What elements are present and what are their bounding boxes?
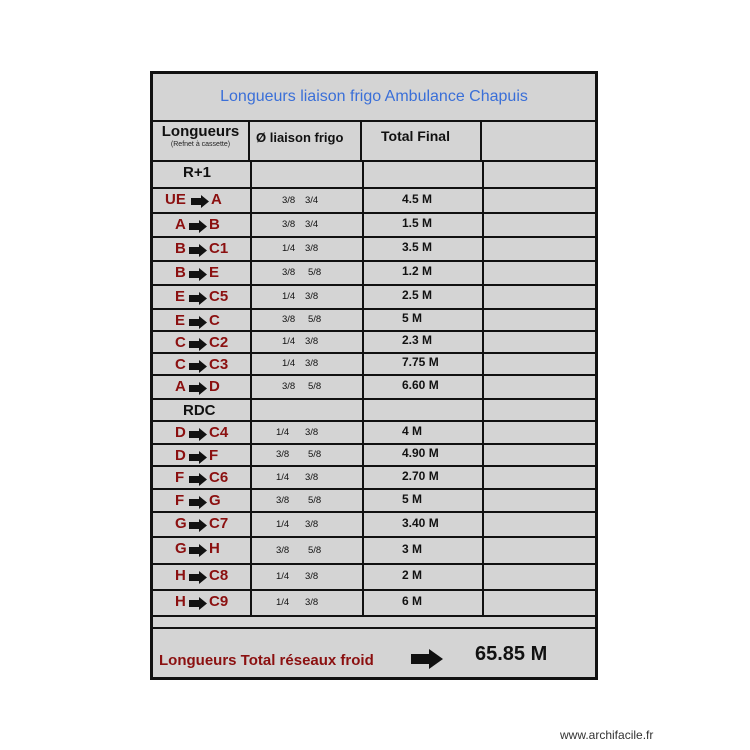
segment-from: UE — [165, 191, 186, 208]
diameter-gas: 3/8 — [305, 571, 319, 582]
arrow-right-icon — [189, 382, 207, 395]
total-value: 6.60 M — [402, 378, 439, 392]
diameter-cell — [250, 445, 362, 465]
diameter-gas: 5/8 — [308, 449, 322, 460]
empty-cell — [482, 262, 595, 284]
segment-from: A — [175, 378, 186, 395]
diameter-cell — [250, 310, 362, 330]
total-value: 3.40 M — [402, 516, 439, 530]
header-lengths-sub: (Refnet à cassette) — [170, 141, 231, 148]
segment-to: E — [209, 264, 220, 281]
diameter-liquid: 3/8 — [282, 267, 296, 278]
table-row — [153, 286, 595, 308]
empty-cell — [482, 538, 595, 563]
total-cell — [362, 214, 482, 236]
diameter-cell — [250, 565, 362, 589]
segment-to: C9 — [209, 593, 229, 610]
segment-cell — [153, 422, 250, 443]
empty-cell — [482, 189, 595, 212]
segment-to: B — [209, 216, 220, 233]
empty-cell — [482, 162, 595, 187]
table-row — [153, 445, 595, 465]
empty-cell — [482, 422, 595, 443]
empty-cell — [482, 467, 595, 488]
segment-cell — [153, 467, 250, 488]
diameter-liquid: 1/4 — [276, 472, 290, 483]
diameter-cell — [250, 422, 362, 443]
empty-cell — [482, 310, 595, 330]
diameter-cell — [250, 467, 362, 488]
total-value: 3.5 M — [402, 240, 433, 254]
diameter-liquid: 1/4 — [276, 427, 290, 438]
diameter-gas: 5/8 — [308, 314, 322, 325]
segment-from: H — [175, 567, 186, 584]
diameter-liquid: 3/8 — [282, 381, 296, 392]
empty-cell — [362, 162, 482, 187]
arrow-right-icon — [189, 360, 207, 373]
segment-to: H — [209, 540, 220, 557]
arrow-right-icon — [189, 473, 207, 486]
table-row — [153, 376, 595, 398]
table-row — [153, 513, 595, 536]
segment-from: D — [175, 447, 186, 464]
total-value: 1.5 M — [402, 216, 433, 230]
segment-cell — [153, 591, 250, 615]
total-cell — [362, 262, 482, 284]
diameter-gas: 5/8 — [308, 495, 322, 506]
segment-to: C5 — [209, 288, 229, 305]
empty-cell — [482, 445, 595, 465]
segment-cell — [153, 286, 250, 308]
empty-cell — [482, 238, 595, 260]
table-row — [153, 214, 595, 236]
arrow-right-icon — [189, 338, 207, 351]
segment-from: F — [175, 492, 185, 509]
empty-cell — [482, 214, 595, 236]
table-row — [153, 189, 595, 212]
section-row — [153, 162, 595, 187]
header-row — [153, 122, 595, 162]
empty-cell — [482, 376, 595, 398]
arrow-right-icon — [189, 496, 207, 509]
segment-to: C — [209, 312, 220, 329]
segment-from: A — [175, 216, 186, 233]
section-label: R+1 — [183, 164, 211, 181]
total-value: 7.75 M — [402, 355, 439, 369]
diameter-cell — [250, 262, 362, 284]
diameter-gas: 5/8 — [308, 267, 322, 278]
segment-cell — [153, 445, 250, 465]
segment-cell — [153, 354, 250, 374]
section-label-cell — [153, 400, 250, 420]
segment-to: C2 — [209, 334, 229, 351]
diameter-liquid: 3/8 — [282, 219, 296, 230]
arrow-right-icon — [189, 220, 207, 233]
arrow-right-icon — [189, 544, 207, 557]
diameter-liquid: 3/8 — [276, 545, 290, 556]
segment-to: F — [209, 447, 219, 464]
segment-to: A — [211, 191, 222, 208]
segment-cell — [153, 490, 250, 511]
title-row — [153, 74, 595, 122]
diameter-liquid: 1/4 — [276, 597, 290, 608]
diameter-gas: 5/8 — [308, 381, 322, 392]
header-diameter — [250, 122, 362, 160]
total-cell — [362, 189, 482, 212]
segment-cell — [153, 310, 250, 330]
total-cell — [362, 422, 482, 443]
empty-cell — [482, 513, 595, 536]
diameter-gas: 5/8 — [308, 545, 322, 556]
header-lengths-label: Longueurs — [161, 123, 240, 140]
segment-from: F — [175, 469, 185, 486]
total-cell — [362, 354, 482, 374]
section-label-cell — [153, 162, 250, 187]
diameter-cell — [250, 214, 362, 236]
diameter-gas: 3/8 — [305, 336, 319, 347]
segment-to: C8 — [209, 567, 229, 584]
diameter-liquid: 3/8 — [276, 495, 290, 506]
segment-to: C7 — [209, 515, 229, 532]
segment-cell — [153, 189, 250, 212]
segment-to: D — [209, 378, 220, 395]
total-cell — [362, 445, 482, 465]
total-cell — [362, 565, 482, 589]
empty-cell — [250, 162, 362, 187]
total-cell — [362, 513, 482, 536]
arrow-right-icon — [411, 649, 443, 669]
total-cell — [362, 591, 482, 615]
diameter-cell — [250, 354, 362, 374]
total-value: 5 M — [402, 492, 423, 506]
total-value: 3 M — [402, 542, 423, 556]
arrow-right-icon — [189, 428, 207, 441]
footer-total-value: 65.85 M — [475, 643, 548, 665]
diameter-gas: 3/8 — [305, 427, 319, 438]
segment-cell — [153, 262, 250, 284]
empty-cell — [482, 565, 595, 589]
arrow-right-icon — [191, 195, 209, 208]
total-value: 4.90 M — [402, 446, 439, 460]
table-row — [153, 354, 595, 374]
total-value: 2 M — [402, 568, 423, 582]
diameter-cell — [250, 238, 362, 260]
total-value: 5 M — [402, 311, 423, 325]
diameter-gas: 3/8 — [305, 597, 319, 608]
diameter-liquid: 3/8 — [276, 449, 290, 460]
total-cell — [362, 286, 482, 308]
table-row — [153, 490, 595, 511]
segment-to: G — [209, 492, 221, 509]
arrow-right-icon — [189, 519, 207, 532]
footer-total-label: Longueurs Total réseaux froid — [159, 652, 374, 669]
diameter-liquid: 3/8 — [282, 314, 296, 325]
diameter-cell — [250, 490, 362, 511]
diameter-liquid: 3/8 — [282, 195, 296, 206]
segment-from: B — [175, 240, 186, 257]
empty-cell — [482, 286, 595, 308]
segment-from: H — [175, 593, 186, 610]
table-row — [153, 332, 595, 352]
header-lengths — [153, 122, 250, 160]
total-cell — [362, 238, 482, 260]
total-cell — [362, 538, 482, 563]
total-cell — [362, 332, 482, 352]
total-cell — [362, 310, 482, 330]
segment-cell — [153, 214, 250, 236]
header-total — [362, 122, 482, 160]
header-empty — [482, 122, 595, 160]
total-value: 1.2 M — [402, 264, 433, 278]
section-row — [153, 400, 595, 420]
segment-from: C — [175, 334, 186, 351]
diameter-cell — [250, 332, 362, 352]
diameter-gas: 3/4 — [305, 195, 319, 206]
empty-cell — [482, 490, 595, 511]
table-row — [153, 467, 595, 488]
footer-row — [153, 627, 595, 679]
pipe-length-table — [150, 71, 598, 680]
table-row — [153, 565, 595, 589]
header-total-label: Total Final — [381, 128, 450, 144]
diameter-cell — [250, 513, 362, 536]
diameter-liquid: 1/4 — [282, 243, 296, 254]
arrow-right-icon — [189, 268, 207, 281]
diameter-cell — [250, 189, 362, 212]
table-row — [153, 422, 595, 443]
arrow-right-icon — [189, 244, 207, 257]
segment-from: G — [175, 540, 187, 557]
section-label: RDC — [183, 402, 216, 419]
diameter-gas: 3/8 — [305, 472, 319, 483]
segment-to: C3 — [209, 356, 229, 373]
diameter-cell — [250, 376, 362, 398]
empty-cell — [482, 400, 595, 420]
diameter-gas: 3/4 — [305, 219, 319, 230]
segment-from: E — [175, 312, 186, 329]
diameter-liquid: 1/4 — [276, 519, 290, 530]
arrow-right-icon — [189, 571, 207, 584]
segment-cell — [153, 238, 250, 260]
total-value: 2.70 M — [402, 469, 439, 483]
empty-cell — [362, 400, 482, 420]
segment-cell — [153, 376, 250, 398]
diameter-cell — [250, 538, 362, 563]
total-cell — [362, 490, 482, 511]
arrow-right-icon — [189, 451, 207, 464]
diameter-liquid: 1/4 — [276, 571, 290, 582]
total-cell — [362, 467, 482, 488]
segment-from: C — [175, 356, 186, 373]
total-value: 6 M — [402, 594, 423, 608]
header-diameter-label: Ø liaison frigo — [256, 130, 344, 145]
total-value: 2.5 M — [402, 288, 433, 302]
empty-cell — [250, 400, 362, 420]
watermark: www.archifacile.fr — [560, 728, 654, 742]
diameter-gas: 3/8 — [305, 358, 319, 369]
total-cell — [362, 376, 482, 398]
table-row — [153, 310, 595, 330]
diameter-liquid: 1/4 — [282, 336, 296, 347]
diameter-cell — [250, 286, 362, 308]
diameter-liquid: 1/4 — [282, 358, 296, 369]
arrow-right-icon — [189, 597, 207, 610]
total-value: 2.3 M — [402, 333, 433, 347]
segment-to: C1 — [209, 240, 229, 257]
diameter-cell — [250, 591, 362, 615]
segment-cell — [153, 538, 250, 563]
table-row — [153, 591, 595, 615]
diameter-gas: 3/8 — [305, 291, 319, 302]
segment-from: D — [175, 424, 186, 441]
total-value: 4 M — [402, 424, 423, 438]
diameter-gas: 3/8 — [305, 243, 319, 254]
empty-cell — [482, 591, 595, 615]
arrow-right-icon — [189, 292, 207, 305]
segment-cell — [153, 513, 250, 536]
total-value: 4.5 M — [402, 192, 433, 206]
segment-to: C6 — [209, 469, 229, 486]
diameter-liquid: 1/4 — [282, 291, 296, 302]
table-row — [153, 262, 595, 284]
empty-cell — [482, 332, 595, 352]
table-row — [153, 238, 595, 260]
segment-from: E — [175, 288, 186, 305]
segment-cell — [153, 565, 250, 589]
segment-from: G — [175, 515, 187, 532]
table-row — [153, 538, 595, 563]
segment-from: B — [175, 264, 186, 281]
table-title: Longueurs liaison frigo Ambulance Chapuis — [220, 88, 528, 105]
diameter-gas: 3/8 — [305, 519, 319, 530]
segment-cell — [153, 332, 250, 352]
empty-cell — [482, 354, 595, 374]
segment-to: C4 — [209, 424, 229, 441]
arrow-right-icon — [189, 316, 207, 329]
